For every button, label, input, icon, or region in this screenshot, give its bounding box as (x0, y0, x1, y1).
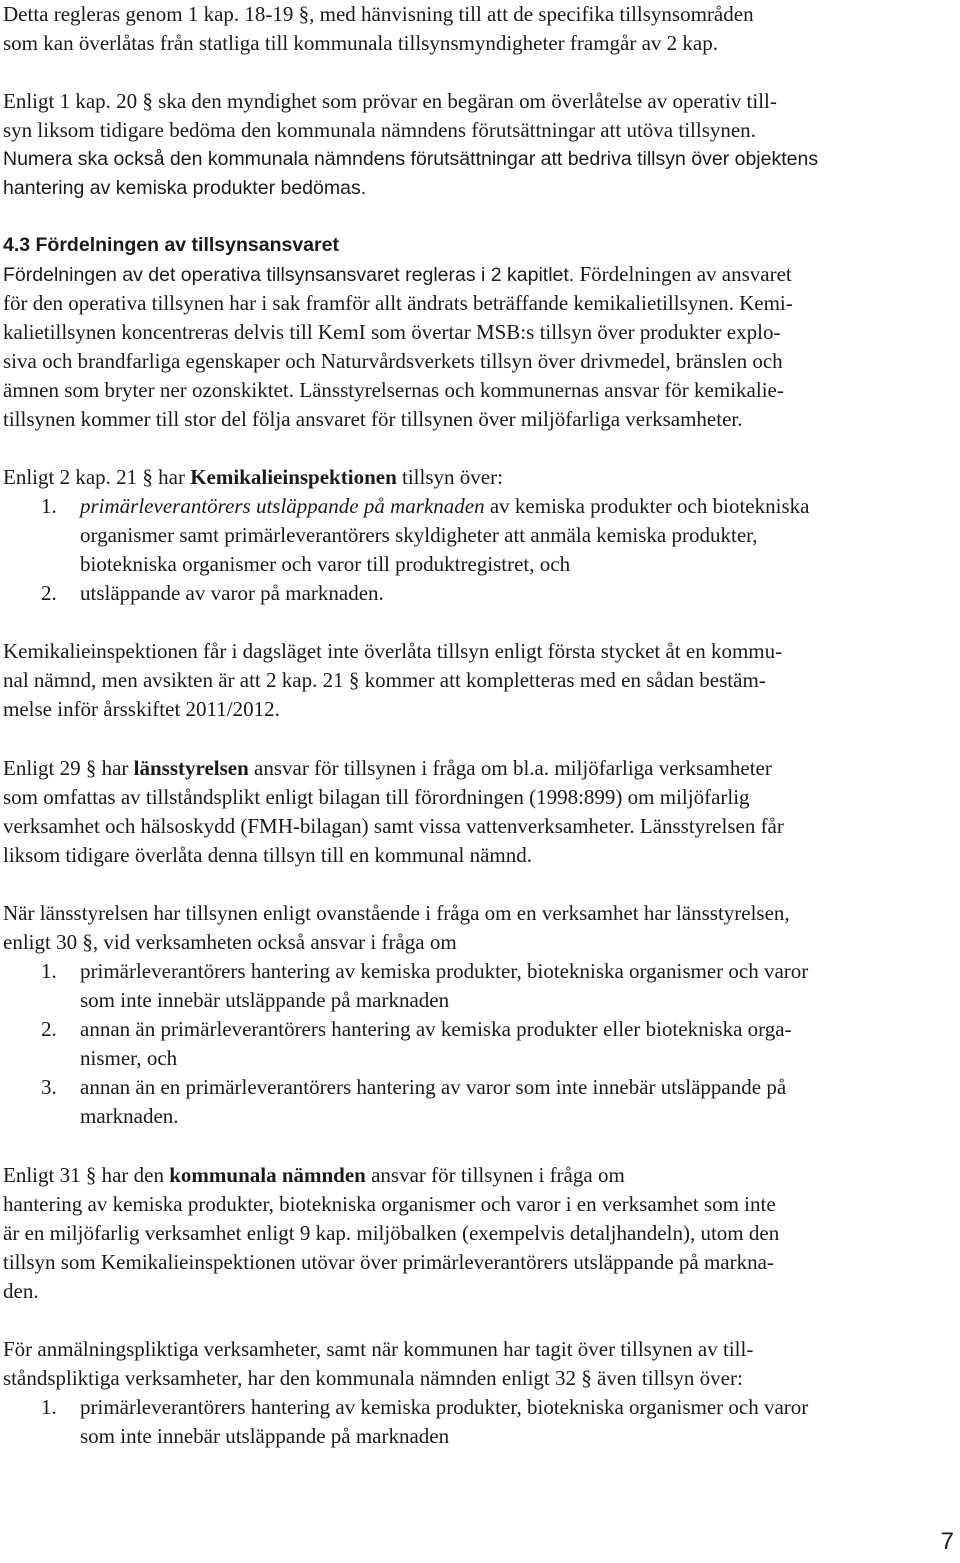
text-line: För anmälningspliktiga verksamheter, samt när kommunen har tagit över tillsynen av till- (3, 1337, 754, 1361)
list-number: 3. (41, 1075, 57, 1099)
text-line: nal nämnd, men avsikten är att 2 kap. 21 § kommer att kompletteras med en sådan bestäm- (3, 668, 766, 692)
text-line: som inte innebär utsläppande på marknaden (80, 988, 450, 1012)
text-line (80, 492, 809, 521)
text-line: enligt 30 §, vid verksamheten också ansvar i fråga om (3, 930, 457, 954)
text-line: tillsyn som Kemikalieinspektionen utövar över primärleverantörers utsläppande på markna- (3, 1250, 774, 1274)
text-line: verksamhet och hälsoskydd (FMH-bilagan) samt vissa vattenverksamheter. Länsstyrelsen får (3, 814, 784, 838)
text-span: Fördelningen av ansvaret (574, 262, 792, 286)
text-line: liksom tidigare överlåta denna tillsyn till en kommunal nämnd. (3, 843, 532, 867)
text-line: biotekniska organismer och varor till produktregistret, och (80, 552, 571, 576)
list-number: 1. (41, 959, 57, 983)
text-span: tillsyn över: (396, 465, 503, 489)
text-line: är en miljöfarlig verksamhet enligt 9 kap. miljöbalken (exempelvis detaljhandeln), utom den (3, 1221, 780, 1245)
text-line: kalietillsynen koncentreras delvis till KemI som övertar MSB:s tillsyn över produkter explo- (3, 320, 781, 344)
text-line: marknaden. (80, 1104, 179, 1128)
text-line: annan än primärleverantörers hantering av kemiska produkter eller biotekniska orga- (80, 1017, 792, 1041)
text-line: syn liksom tidigare bedöma den kommunala nämndens förutsättningar att utöva tillsynen. (3, 118, 756, 142)
text-line: Numera ska också den kommunala nämndens förutsättningar att bedriva tillsyn över objektens (3, 148, 819, 170)
text-line: som inte innebär utsläppande på marknaden (80, 1424, 450, 1448)
text-span: Enligt 2 kap. 21 § har (3, 465, 191, 489)
text-span: ansvar för tillsynen i fråga om bl.a. miljöfarliga verksamheter (248, 756, 772, 780)
list-number: 2. (41, 581, 57, 605)
emphasis-kommunala-namnden: kommunala nämnden (169, 1163, 366, 1187)
page-number: 7 (940, 1528, 954, 1555)
text-line: siva och brandfarliga egenskaper och Naturvårdsverkets tillsyn över drivmedel, bränslen och (3, 349, 783, 373)
text-line (3, 260, 792, 289)
text-line: som omfattas av tillståndsplikt enligt bilagan till förordningen (1998:899) om miljöfarlig (3, 785, 750, 809)
text-line: melse inför årsskiftet 2011/2012. (3, 697, 280, 721)
text-line: Detta regleras genom 1 kap. 18-19 §, med hänvisning till att de specifika tillsynsområden (3, 2, 754, 26)
text-span-italic: primärleverantörers utsläppande på marknaden (80, 494, 485, 518)
text-line: nismer, och (80, 1046, 178, 1070)
list-number: 1. (41, 1395, 57, 1419)
text-line: den. (3, 1279, 39, 1303)
text-line: som kan överlåtas från statliga till kommunala tillsynsmyndigheter framgår av 2 kap. (3, 31, 718, 55)
text-line: ämnen som bryter ner ozonskiktet. Länsstyrelsernas och kommunernas ansvar för kemikalie- (3, 378, 784, 402)
text-line: hantering av kemiska produkter, biotekniska organismer och varor i en verksamhet som inte (3, 1192, 776, 1216)
text-line: primärleverantörers hantering av kemiska produkter, biotekniska organismer och varor (80, 1395, 809, 1419)
emphasis-lansstyrelsen: länsstyrelsen (133, 756, 249, 780)
text-line: annan än en primärleverantörers hantering av varor som inte innebär utsläppande på (80, 1075, 787, 1099)
emphasis-kemikalieinspektionen: Kemikalieinspektionen (190, 465, 397, 489)
text-line (3, 754, 772, 783)
text-line: Enligt 1 kap. 20 § ska den myndighet som prövar en begäran om överlåtelse av operativ till- (3, 89, 777, 113)
text-line: När länsstyrelsen har tillsynen enligt ovanstående i fråga om en verksamhet har länsstyrelsen, (3, 901, 790, 925)
text-span: Fördelningen av det operativa tillsynsansvaret regleras i 2 kapitlet. (3, 264, 575, 286)
text-line: Kemikalieinspektionen får i dagsläget inte överlåta tillsyn enligt första stycket åt en kommu- (3, 639, 783, 663)
text-line (3, 1161, 625, 1190)
text-span: ansvar för tillsynen i fråga om (365, 1163, 625, 1187)
text-line: utsläppande av varor på marknaden. (80, 581, 384, 605)
text-span: Enligt 31 § har den (3, 1163, 170, 1187)
text-span: av kemiska produkter och biotekniska (484, 494, 810, 518)
text-span: Enligt 29 § har (3, 756, 134, 780)
text-line: hantering av kemiska produkter bedömas. (3, 177, 367, 199)
text-line: organismer samt primärleverantörers skyldigheter att anmäla kemiska produkter, (80, 523, 758, 547)
list-number: 2. (41, 1017, 57, 1041)
text-line (3, 463, 503, 492)
list-number: 1. (41, 494, 57, 518)
text-line: tillsynen kommer till stor del följa ansvaret för tillsynen över miljöfarliga verksamheter. (3, 407, 743, 431)
section-heading: 4.3 Fördelningen av tillsynsansvaret (3, 234, 339, 256)
text-line: för den operativa tillsynen har i sak framför allt ändrats beträffande kemikalietillsynen. Kemi- (3, 291, 793, 315)
text-line: ståndspliktiga verksamheter, har den kommunala nämnden enligt 32 § även tillsyn över: (3, 1366, 743, 1390)
text-line: primärleverantörers hantering av kemiska produkter, biotekniska organismer och varor (80, 959, 809, 983)
